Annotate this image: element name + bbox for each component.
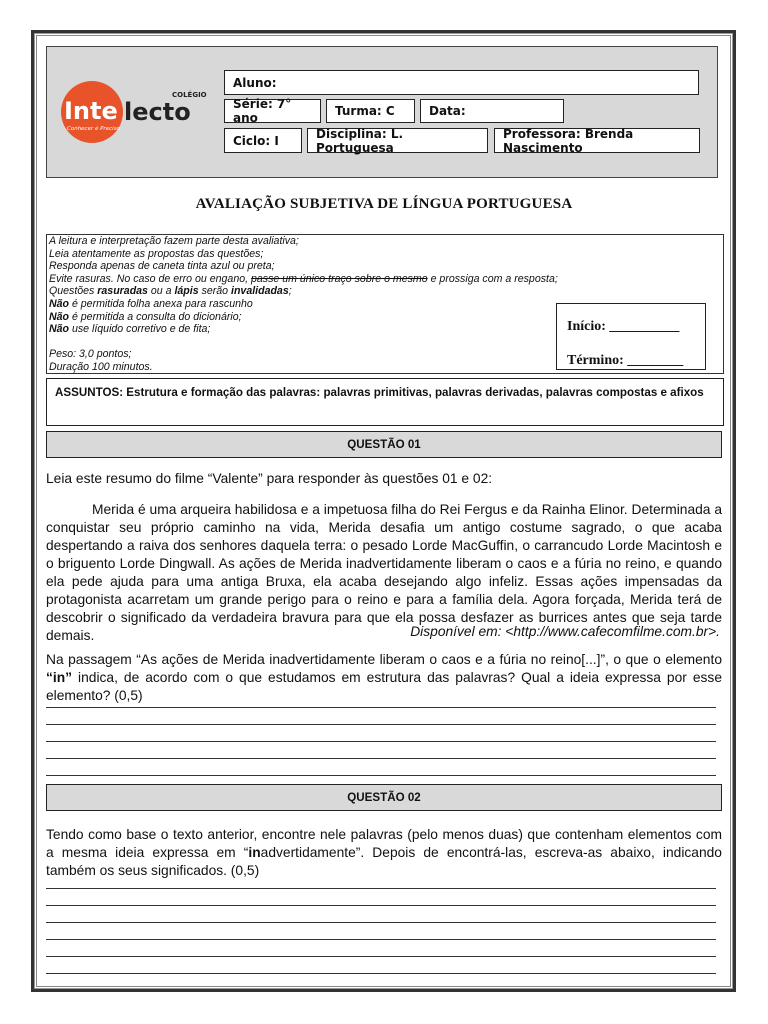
professora-label: Professora: Brenda Nascimento — [503, 126, 634, 155]
page-title: AVALIAÇÃO SUBJETIVA DE LÍNGUA PORTUGUESA — [195, 196, 573, 212]
logo-tagline: Conhecer é Preciso — [67, 126, 120, 132]
instruction-line — [49, 273, 558, 286]
answer-line[interactable] — [46, 724, 716, 725]
ciclo-field[interactable] — [224, 128, 302, 153]
q1-question-text: Na passagem “As ações de Merida inadvertidamente liberam o caos e a fúria no reino[...]”, o que o elemento — [46, 652, 722, 667]
instruction-text: Questões — [49, 285, 98, 298]
instruction-text: é permitida folha anexa para rascunho — [69, 297, 253, 310]
answer-line[interactable] — [46, 741, 716, 742]
instruction-line: A leitura e interpretação fazem parte desta avaliativa; — [49, 235, 299, 247]
instruction-text: ; — [288, 285, 292, 298]
instruction-text: é permitida a consulta do dicionário; — [69, 310, 242, 323]
serie-field[interactable] — [224, 99, 321, 123]
logo-brand-dark: lecto — [124, 98, 191, 126]
instruction-bold: Não — [49, 310, 70, 323]
instruction-bold: invalidadas — [231, 285, 289, 298]
data-label: Data: — [429, 104, 466, 118]
answer-line[interactable] — [46, 905, 716, 906]
instruction-line: Leia atentamente as propostas das questões; — [49, 247, 264, 260]
answer-line[interactable] — [46, 956, 716, 957]
data-field[interactable] — [420, 99, 564, 123]
instruction-bold: Não — [49, 323, 70, 336]
instruction-line — [49, 285, 558, 298]
disciplina-field[interactable] — [307, 128, 488, 153]
school-logo — [60, 80, 210, 144]
q1-question — [46, 651, 722, 705]
q2-question-bold: in — [248, 845, 261, 860]
answer-line[interactable] — [46, 922, 716, 923]
instruction-line — [49, 298, 558, 311]
q1-intro: Leia este resumo do filme “Valente” para responder às questões 01 e 02: — [46, 471, 493, 486]
logo-colegio: COLÉGIO — [172, 91, 207, 99]
q2-question-text: advertidamente”. Depois de encontrá-las, escreva-as abaixo, indicando também os seus significados. (0,5) — [46, 845, 722, 878]
answer-line[interactable] — [46, 758, 716, 759]
instruction-text: Evite rasuras. No caso de erro ou engano, — [49, 272, 251, 285]
answer-line[interactable] — [46, 939, 716, 940]
answer-line[interactable] — [46, 775, 716, 776]
ciclo-label: Ciclo: I — [233, 133, 279, 148]
instructions-list — [49, 235, 558, 374]
turma-label: Turma: C — [335, 104, 395, 118]
instruction-text: use líquido corretivo e de fita; — [69, 323, 211, 336]
q1-source: Disponível em: <http://www.cafecomfilme.com.br>. — [410, 624, 720, 639]
instruction-strike-text: passe um único traço sobre o mesmo — [251, 272, 428, 285]
instruction-text: ou a — [147, 285, 175, 298]
termino-field[interactable]: Término: ________ — [567, 353, 684, 368]
answer-line[interactable] — [46, 707, 716, 708]
aluno-label: Aluno: — [233, 75, 277, 90]
disciplina-label: Disciplina: L. Portuguesa — [316, 126, 404, 155]
answer-line[interactable] — [46, 888, 716, 889]
q1-question-bold: “in” — [46, 670, 73, 685]
instruction-line: Responda apenas de caneta tinta azul ou preta; — [49, 260, 275, 273]
instruction-line — [49, 311, 558, 324]
logo-brand-white: Inte — [64, 97, 118, 125]
assuntos-box: ASSUNTOS: Estrutura e formação das palavras: palavras primitivas, palavras derivadas, palavras compostas e afixos — [46, 378, 724, 426]
q1-summary-text: Merida é uma arqueira habilidosa e a impetuosa filha do Rei Fergus e da Rainha Elinor. Determinada a conquistar seu próprio caminho na vida, Merida desafia um antigo costume sagrado, o que acaba despertando a raiva dos senhores daquela terra: o pesado Lorde MacGuffin, o carrancudo Lorde Macintosh e o briguento Lorde Dingwall. As ações de Merida inadvertidamente liberam o caos e a fúria no reino, e quando ela pede ajuda para uma antiga Bruxa, ela acaba desejando algo infeliz. Essas ações impensadas da protagonista acarretam um grande perigo para o reino e para a família dela. Agora forçada, Merida terá de descobrir o significado da verdadeira bravura para que ela possa desfazer as burrices antes que seja tarde demais. — [46, 502, 722, 643]
time-box — [556, 303, 706, 370]
professora-field[interactable] — [494, 128, 700, 153]
inicio-field[interactable]: Início: __________ — [567, 319, 680, 334]
q2-question — [46, 826, 722, 880]
instruction-spacer — [49, 336, 558, 349]
instruction-bold: rasuradas — [97, 285, 148, 298]
instruction-bold: Não — [49, 297, 70, 310]
instruction-line: Duração 100 minutos. — [49, 360, 153, 373]
question-02-header: QUESTÃO 02 — [46, 784, 722, 811]
aluno-field[interactable] — [224, 70, 699, 95]
instruction-text: serão — [198, 285, 232, 298]
question-01-header: QUESTÃO 01 — [46, 431, 722, 458]
serie-label: Série: 7° ano — [233, 97, 292, 125]
q2-question-text: Tendo como base o texto anterior, encontre nele palavras (pelo menos duas) que contenham elementos com a mesma ideia expressa em “ — [46, 827, 722, 860]
instruction-line — [49, 323, 558, 336]
instruction-bold: lápis — [174, 285, 199, 298]
instruction-text: e prossiga com a resposta; — [427, 272, 558, 285]
instruction-line: Peso: 3,0 pontos; — [49, 348, 132, 361]
q1-question-text: indica, de acordo com o que estudamos em estrutura das palavras? Qual a ideia expressa por esse elemento? (0,5) — [46, 670, 722, 703]
answer-line[interactable] — [46, 973, 716, 974]
turma-field[interactable] — [326, 99, 415, 123]
